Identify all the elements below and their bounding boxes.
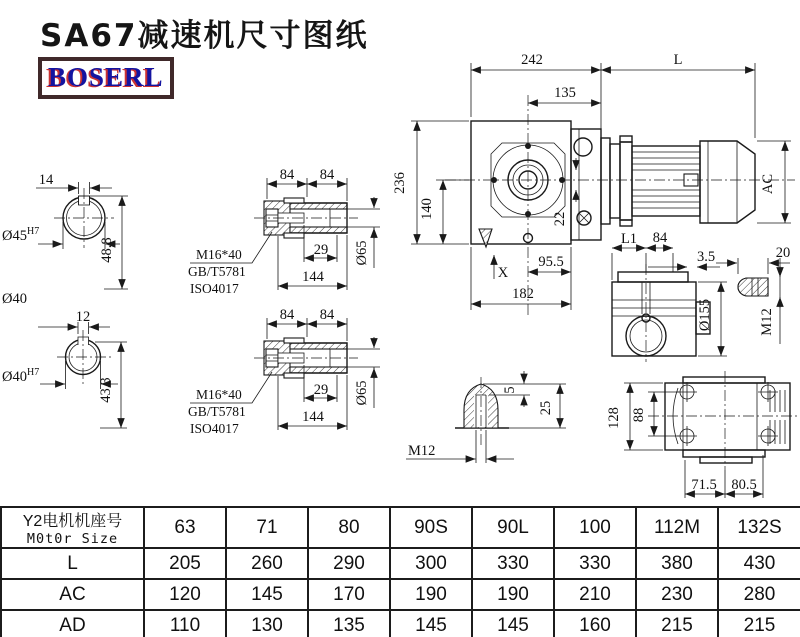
bottom-view	[606, 371, 798, 498]
dim-motor-length: L	[673, 52, 683, 68]
cell: 215	[636, 610, 718, 637]
side-view	[612, 230, 790, 362]
dim-thread-plug: M12	[408, 443, 436, 459]
dim-center-height: 140	[419, 198, 435, 220]
cell: 380	[636, 548, 718, 579]
page-title: SA67减速机尺寸图纸	[40, 18, 369, 54]
motor-size-label-en: M0t0r Size	[26, 531, 119, 547]
dim-bottom-height: 128	[606, 407, 622, 429]
size-col-1: 71	[226, 507, 308, 548]
cell: 280	[718, 579, 800, 610]
dim-gearbox-width: 242	[521, 52, 543, 68]
table-row	[1, 610, 800, 637]
dim-depth: 25	[538, 400, 554, 416]
motor-size-table	[0, 506, 800, 637]
cell: 260	[226, 548, 308, 579]
dim-bore-a: $Ø45^{H7}$	[2, 226, 40, 244]
cell: 205	[144, 548, 226, 579]
bolt-note1-1: M16*40	[196, 247, 242, 262]
size-col-2: 80	[308, 507, 390, 548]
dim-dia-1: Ø65	[354, 240, 370, 266]
row-label-AC: AC	[1, 579, 144, 610]
cell: 170	[308, 579, 390, 610]
hollow-shaft-view-2	[188, 307, 380, 436]
dim-seg2-1: 84	[319, 167, 335, 183]
brand-logo	[38, 57, 174, 99]
cell: 300	[390, 548, 472, 579]
cell: 120	[144, 579, 226, 610]
dim-top-84: 84	[652, 230, 668, 246]
dim-height: 236	[392, 172, 408, 194]
dim-bottom-inner: 88	[631, 407, 647, 423]
bolt-note2-1: GB/T5781	[188, 264, 246, 279]
dim-base: 182	[512, 286, 534, 302]
bolt-note2-2: GB/T5781	[188, 404, 246, 419]
cell: 330	[472, 548, 554, 579]
motor-size-label-cn: Y2电机机座号	[22, 513, 123, 530]
cell: 210	[554, 579, 636, 610]
size-col-4: 90L	[472, 507, 554, 548]
size-col-7: 132S	[718, 507, 800, 548]
cell: 130	[226, 610, 308, 637]
dim-bottom-right: 80.5	[731, 477, 757, 493]
dim-seg1-1: 84	[279, 167, 295, 183]
bolt-note1-2: M16*40	[196, 387, 242, 402]
table-row	[1, 579, 800, 610]
cell: 190	[472, 579, 554, 610]
table-row-header-cell	[1, 507, 144, 548]
dim-thread-side: M12	[759, 308, 775, 336]
shaft-end-view-a	[2, 172, 128, 307]
cell: 215	[718, 610, 800, 637]
cell: 230	[636, 579, 718, 610]
cell: 160	[554, 610, 636, 637]
size-col-0: 63	[144, 507, 226, 548]
dim-l1: L1	[620, 231, 638, 247]
cell: 145	[390, 610, 472, 637]
cell: 430	[718, 548, 800, 579]
dim-bore-b: $Ø40^{H7}$	[2, 367, 40, 385]
dim-shaft: 22	[552, 211, 568, 227]
bolt-note3-2: ISO4017	[190, 421, 239, 436]
dim-total-len-1: 144	[302, 269, 324, 285]
cell: 145	[226, 579, 308, 610]
row-label-AD: AD	[1, 610, 144, 637]
row-label-L: L	[1, 548, 144, 579]
shaft-dia-note: Ø40	[2, 291, 27, 307]
dim-key-width-a: 14	[38, 172, 54, 188]
cell: 110	[144, 610, 226, 637]
hollow-shaft-view-1	[188, 167, 380, 296]
dim-foot: 95.5	[538, 254, 564, 270]
dim-seg1-2: 84	[279, 307, 295, 323]
dim-tip: 5	[502, 386, 518, 394]
cell: 145	[472, 610, 554, 637]
cell: 135	[308, 610, 390, 637]
dim-motor-dia: AC	[760, 173, 776, 195]
bolt-note3-1: ISO4017	[190, 281, 239, 296]
dim-seg2-2: 84	[319, 307, 335, 323]
plug-view	[406, 371, 566, 463]
table-header-row	[1, 507, 800, 548]
main-view	[392, 52, 795, 315]
dim-bolt-len-1: 29	[313, 242, 329, 258]
dim-bolt-len-2: 29	[313, 382, 329, 398]
brand-logo-text: BOSERL	[48, 62, 164, 92]
dim-key-width-b: 12	[75, 309, 91, 325]
dim-total-len-2: 144	[302, 409, 324, 425]
dim-dia-155: Ø155	[697, 298, 713, 332]
dim-height-a: 48.8	[99, 237, 115, 263]
size-col-6: 112M	[636, 507, 718, 548]
cell: 290	[308, 548, 390, 579]
size-col-5: 100	[554, 507, 636, 548]
dim-bottom-left: 71.5	[691, 477, 717, 493]
table-row	[1, 548, 800, 579]
dim-gap: 3.5	[696, 249, 716, 265]
shaft-end-view-b	[2, 309, 127, 428]
dim-dia-2: Ø65	[354, 380, 370, 406]
cell: 190	[390, 579, 472, 610]
axis-label: X	[497, 265, 509, 281]
cell: 330	[554, 548, 636, 579]
size-col-3: 90S	[390, 507, 472, 548]
dim-flange-offset: 135	[554, 85, 576, 101]
dim-height-b: 43.3	[98, 377, 114, 403]
dim-key-len: 20	[775, 245, 791, 261]
